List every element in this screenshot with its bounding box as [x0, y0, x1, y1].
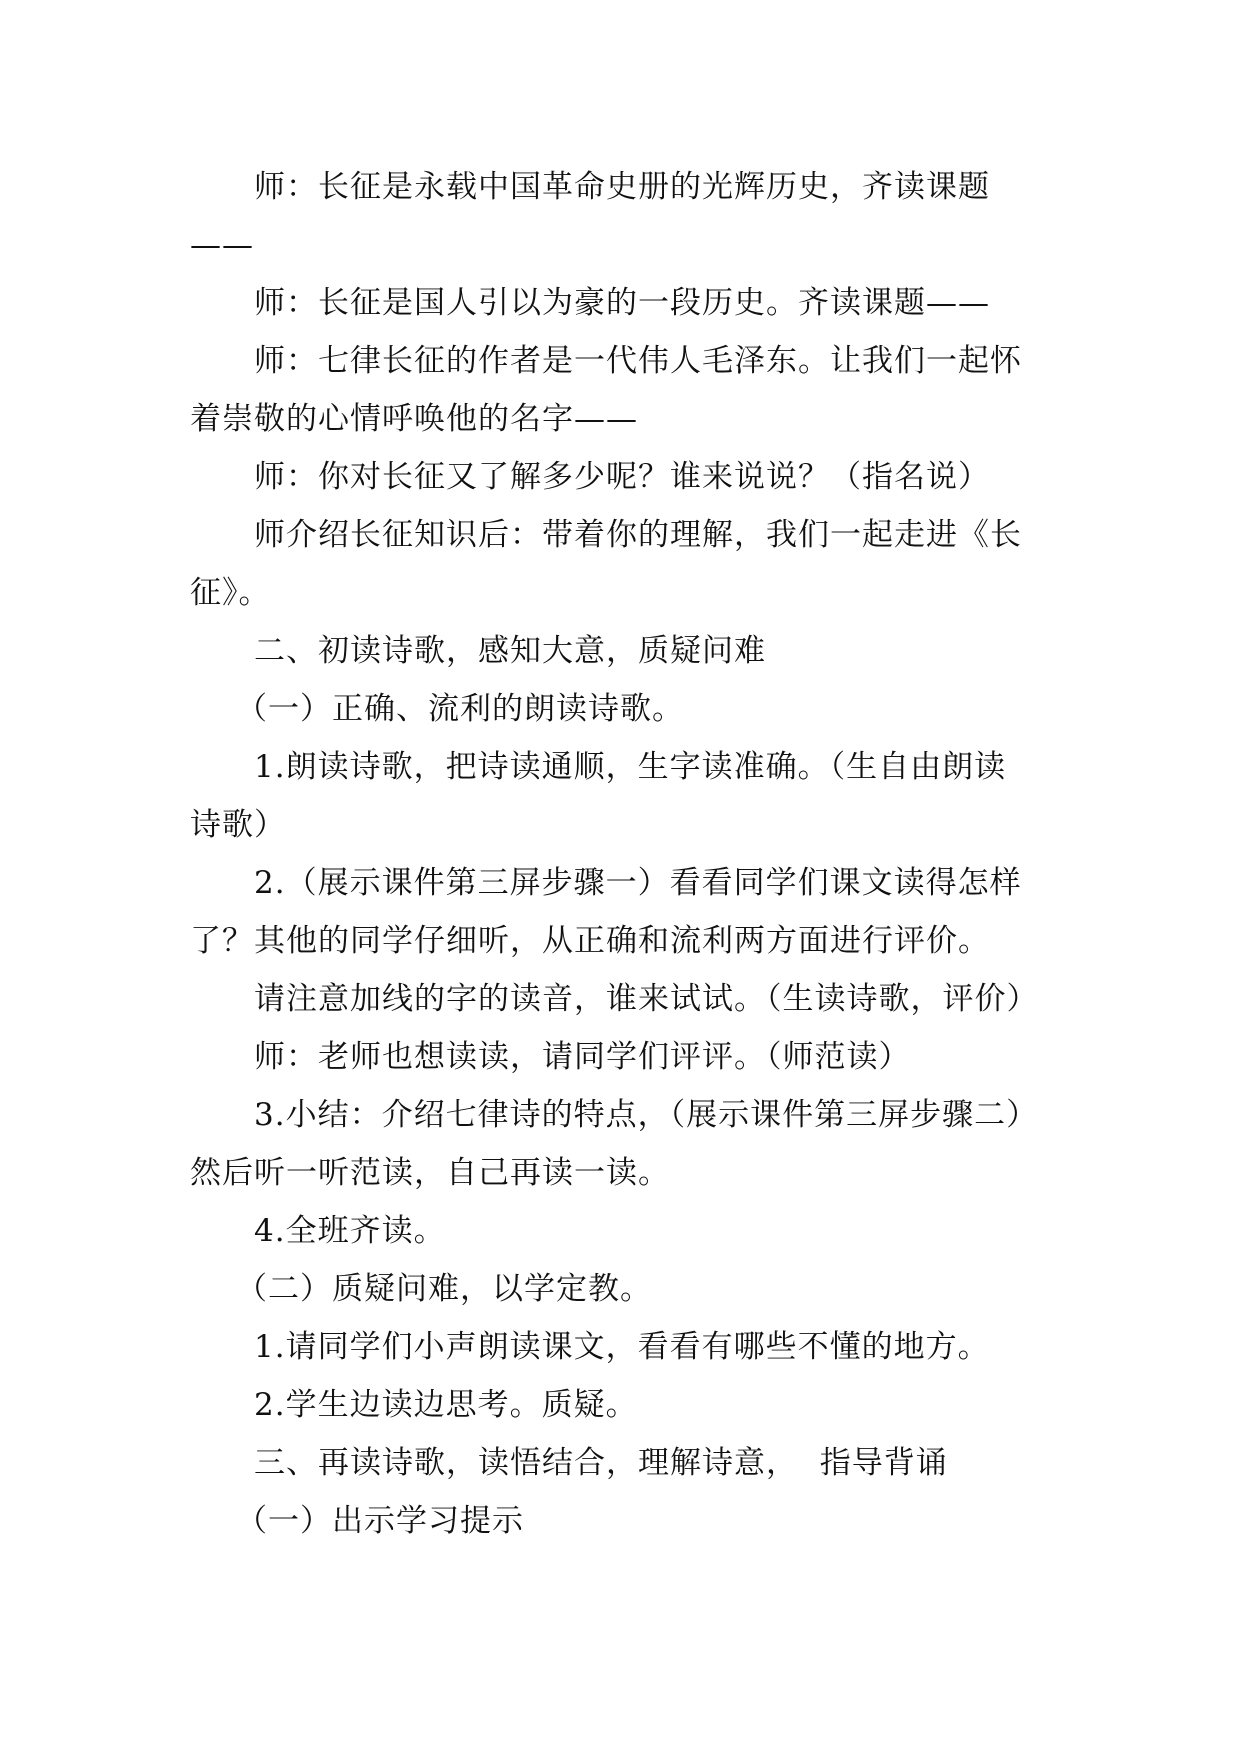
- subsection-heading: [190, 680, 1070, 738]
- text-line: 诗歌）: [190, 807, 286, 843]
- paragraph: [190, 332, 1070, 448]
- text-line: 1.请同学们小声朗读课文，看看有哪些不懂的地方。: [254, 1329, 990, 1365]
- text-line: （一）正确、流利的朗读诗歌。: [236, 691, 684, 727]
- text-line: 师：老师也想读读，请同学们评评。（师范读）: [254, 1039, 911, 1075]
- subsection-heading: [190, 1492, 1070, 1550]
- paragraph: [190, 854, 1070, 970]
- text-line: （一）出示学习提示: [236, 1503, 524, 1539]
- paragraph: [190, 1202, 1070, 1260]
- paragraph: [190, 970, 1070, 1028]
- paragraph: [190, 448, 1070, 506]
- text-line: 二、初读诗歌，感知大意，质疑问难: [254, 633, 766, 669]
- paragraph: [190, 1028, 1070, 1086]
- text-line: 4.全班齐读。: [254, 1213, 446, 1249]
- document-body: [190, 158, 1070, 1550]
- paragraph: [190, 506, 1070, 622]
- paragraph: [190, 1318, 1070, 1376]
- subsection-heading: [190, 1260, 1070, 1318]
- text-line: 1.朗读诗歌，把诗读通顺，生字读准确。（生自由朗读: [254, 749, 1007, 785]
- text-line: （二）质疑问难，以学定教。: [236, 1271, 652, 1307]
- text-line: 三、再读诗歌，读悟结合，理解诗意， 指导背诵: [254, 1445, 948, 1481]
- paragraph: [190, 158, 1070, 274]
- text-line: 师：长征是永载中国革命史册的光辉历史，齐读课题: [254, 169, 990, 205]
- text-line: 请注意加线的字的读音，谁来试试。（生读诗歌，评价）: [254, 981, 1039, 1017]
- text-line: 征》。: [190, 575, 271, 611]
- text-line: 然后听一听范读，自己再读一读。: [190, 1155, 670, 1191]
- text-line: 师：长征是国人引以为豪的一段历史。齐读课题——: [254, 285, 990, 321]
- text-line: 2.（展示课件第三屏步骤一）看看同学们课文读得怎样: [254, 865, 1022, 901]
- section-heading: [190, 622, 1070, 680]
- text-line: 2.学生边读边思考。质疑。: [254, 1387, 638, 1423]
- paragraph: [190, 1086, 1070, 1202]
- paragraph: [190, 738, 1070, 854]
- section-heading: [190, 1434, 1070, 1492]
- text-line: 3.小结：介绍七律诗的特点，（展示课件第三屏步骤二）: [254, 1097, 1039, 1133]
- text-line: ——: [190, 227, 254, 263]
- text-line: 师介绍长征知识后：带着你的理解，我们一起走进《长: [254, 517, 1022, 553]
- text-line: 着崇敬的心情呼唤他的名字——: [190, 401, 638, 437]
- text-line: 了？其他的同学仔细听，从正确和流利两方面进行评价。: [190, 923, 990, 959]
- paragraph: [190, 1376, 1070, 1434]
- text-line: 师：你对长征又了解多少呢？谁来说说？（指名说）: [254, 459, 990, 495]
- paragraph: [190, 274, 1070, 332]
- text-line: 师：七律长征的作者是一代伟人毛泽东。让我们一起怀: [254, 343, 1022, 379]
